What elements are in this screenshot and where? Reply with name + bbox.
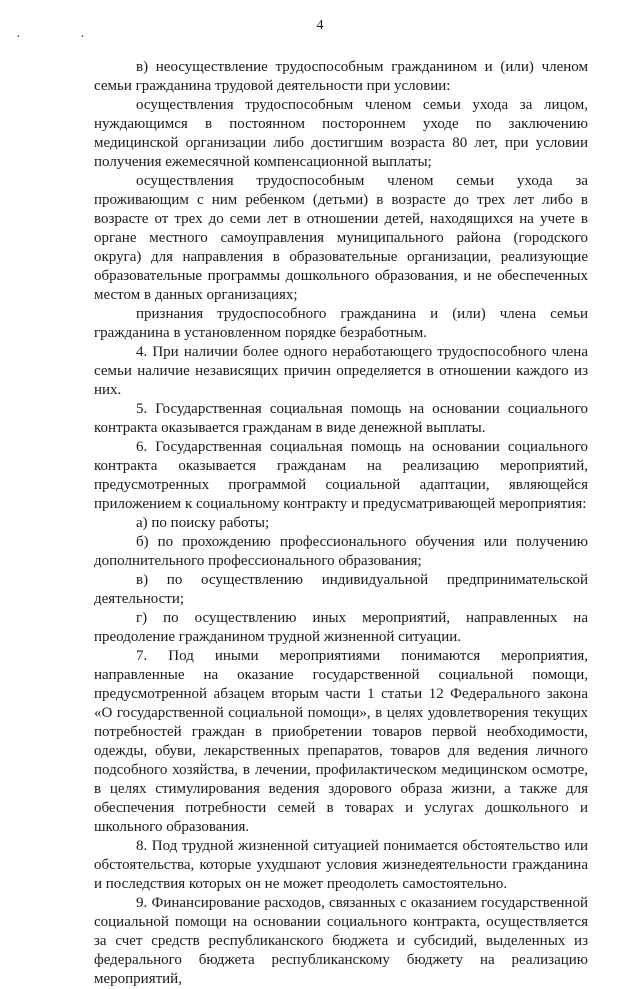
paragraph-6: 6. Государственная социальная помощь на основании социального контракта оказывается гражданам на реализацию мероприятий, предусмотренных программой социальной адаптации, являющейся приложением к социальному контракту и предусматривающей мероприятия: — [94, 439, 588, 512]
list-item-b: б) по прохождению профессионального обучения или получению дополнительного профессионального образования; — [94, 534, 588, 569]
paragraph-v: в) неосуществление трудоспособным гражданином и (или) членом семьи гражданина трудовой деятельности при условии: — [94, 59, 588, 94]
list-item-g: г) по осуществлению иных мероприятий, направленных на преодоление гражданином трудной жизненной ситуации. — [94, 610, 588, 645]
list-item-a: а) по поиску работы; — [136, 515, 270, 531]
scan-marks: · · — [16, 30, 113, 45]
paragraph-4: 4. При наличии более одного неработающего трудоспособного члена семьи наличие независящих причин определяется в отношении каждого из них. — [94, 344, 588, 398]
paragraph-8: 8. Под трудной жизненной ситуацией понимается обстоятельство или обстоятельства, которые ухудшают условия жизнедеятельности гражданина и последствия которых он не может преодолеть самостоятельно. — [94, 838, 588, 892]
list-item-v: в) по осуществлению индивидуальной предпринимательской деятельности; — [94, 572, 588, 607]
paragraph-5: 5. Государственная социальная помощь на основании социального контракта оказывается гражданам в виде денежной выплаты. — [94, 401, 588, 436]
paragraph-care-elderly: осуществления трудоспособным членом семьи ухода за лицом, нуждающимся в постоянном постороннем уходе по заключению медицинской организации либо достигшим возраста 80 лет, при условии получения ежемесячной компенсационной выплаты; — [94, 97, 588, 170]
paragraph-care-children: осуществления трудоспособным членом семьи ухода за проживающим с ним ребенком (детьми) в возрасте до трех лет либо в возрасте от трех до семи лет в отношении детей, находящихся на учете в органе местного самоуправления муниципального района (городского округа) для направления в образовательные организации, реализующие образовательные программы дошкольного образования, и не обеспеченных местом в данных организациях; — [94, 173, 588, 303]
paragraph-7: 7. Под иными мероприятиями понимаются мероприятия, направленные на оказание государственной социальной помощи, предусмотренной абзацем вторым части 1 статьи 12 Федерального закона «О государственной социальной помощи», в целях удовлетворения текущих потребностей граждан в приобретении товаров первой необходимости, одежды, обуви, лекарственных препаратов, товаров для ведения личного подсобного хозяйства, в лечении, профилактическом медицинском осмотре, в целях стимулирования ведения здорового образа жизни, а также для обеспечения потребности семей в товарах и услугах дошкольного и школьного образования. — [94, 648, 588, 835]
page-number: 4 — [316, 18, 324, 33]
paragraph-unemployed: признания трудоспособного гражданина и (или) члена семьи гражданина в установленном порядке безработным. — [94, 306, 588, 341]
document-body — [94, 58, 588, 989]
paragraph-9: 9. Финансирование расходов, связанных с оказанием государственной социальной помощи на основании социального контракта, осуществляется за счет средств республиканского бюджета и субсидий, выделенных из федерального бюджета республиканскому бюджету на реализацию мероприятий, — [94, 895, 588, 987]
